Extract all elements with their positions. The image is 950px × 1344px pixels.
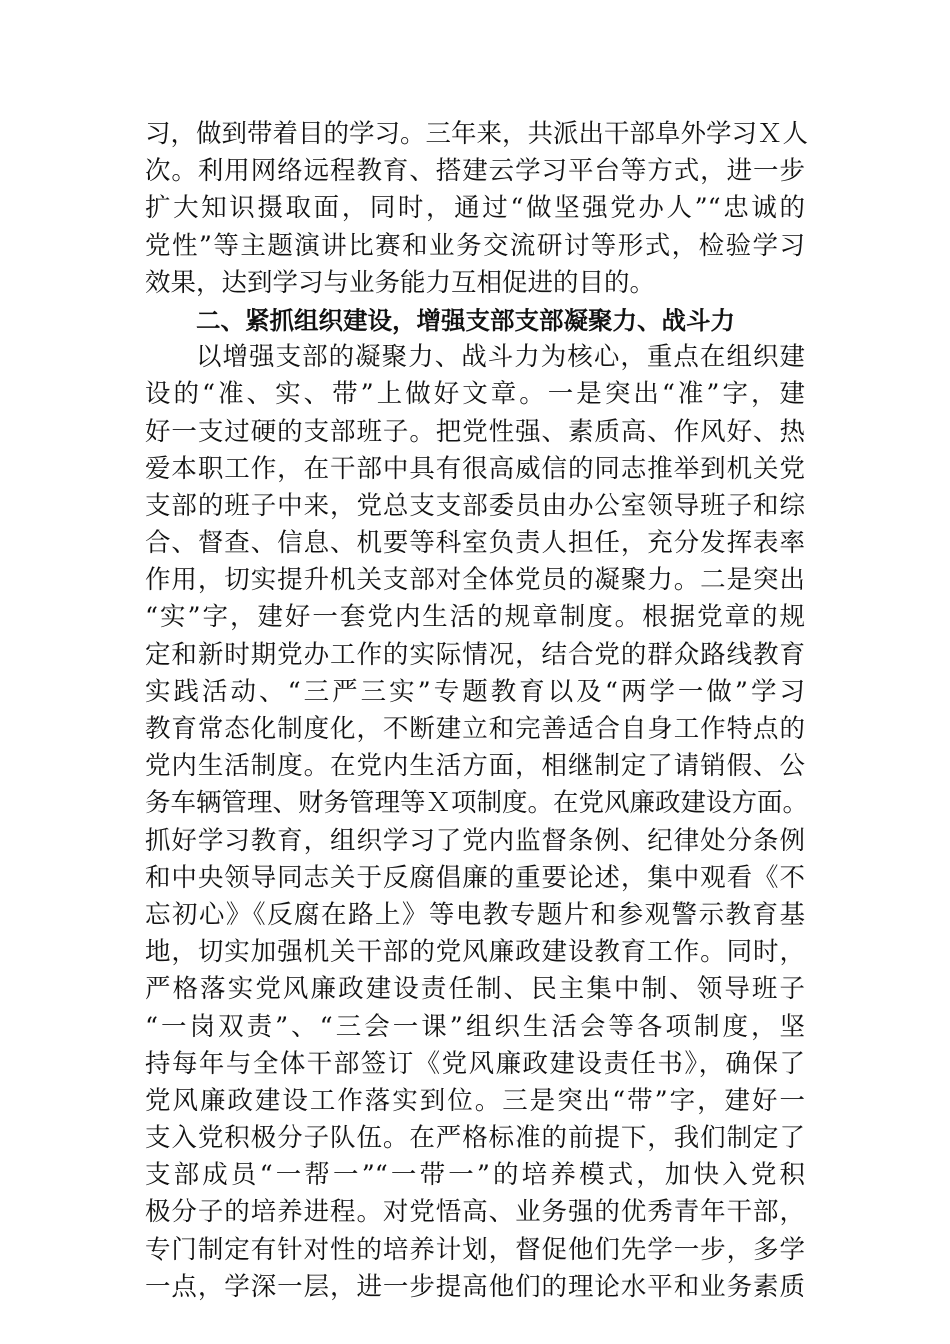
paragraph-study-summary [145, 116, 809, 302]
text-line: “一岗双责”、“三会一课”组织生活会等各项制度，坚 [145, 1011, 805, 1042]
text-line: 党性”等主题演讲比赛和业务交流研讨等形式，检验学习 [145, 230, 805, 261]
text-line: 支部成员“一帮一”“一带一”的培养模式，加快入党积 [145, 1160, 805, 1191]
text-line: 支部的班子中来，党总支支部委员由办公室领导班子和综 [145, 490, 805, 521]
text-line: 效果，达到学习与业务能力互相促进的目的。 [145, 267, 656, 298]
text-line: 抓好学习教育，组织学习了党内监督条例、纪律处分条例 [145, 825, 805, 856]
text-line: 好一支过硬的支部班子。把党性强、素质高、作风好、热 [145, 416, 805, 447]
text-line: 习，做到带着目的学习。三年来，共派出干部阜外学习Ｘ人 [145, 119, 809, 149]
text-line: 忘初心》《反腐在路上》等电教专题片和参观警示教育基 [145, 899, 805, 930]
text-line: 扩大知识摄取面，同时，通过“做坚强党办人”“忠诚的 [145, 193, 805, 224]
text-line: 务车辆管理、财务管理等Ｘ项制度。在党风廉政建设方面。 [145, 788, 809, 819]
text-line: 一点，学深一层，进一步提高他们的理论水平和业务素质 [145, 1271, 805, 1302]
text-line: 地，切实加强机关干部的党风廉政建设教育工作。同时， [145, 937, 805, 968]
text-line: 以增强支部的凝聚力、战斗力为核心，重点在组织建 [196, 342, 805, 373]
section-heading: 二、紧抓组织建设，增强支部支部凝聚力、战斗力 [196, 305, 735, 335]
text-line: 作用，切实提升机关支部对全体党员的凝聚力。二是突出 [145, 565, 805, 596]
text-line: 定和新时期党办工作的实际情况，结合党的群众路线教育 [145, 639, 805, 670]
text-line: 党内生活制度。在党内生活方面，相继制定了请销假、公 [145, 751, 805, 782]
text-line: 极分子的培养进程。对党悟高、业务强的优秀青年干部， [145, 1197, 805, 1228]
text-line: 支入党积极分子队伍。在严格标准的前提下，我们制定了 [145, 1123, 805, 1154]
text-line: 爱本职工作，在干部中具有很高威信的同志推举到机关党 [145, 453, 805, 484]
text-line: “实”字，建好一套党内生活的规章制度。根据党章的规 [145, 602, 805, 633]
text-line: 实践活动、“三严三实”专题教育以及“两学一做”学习 [145, 676, 805, 707]
text-line: 设的“准、实、带”上做好文章。一是突出“准”字，建 [145, 379, 805, 410]
paragraph-organization-building [145, 339, 809, 1306]
text-line: 专门制定有针对性的培养计划，督促他们先学一步，多学 [145, 1234, 805, 1265]
text-line: 次。利用网络远程教育、搭建云学习平台等方式，进一步 [145, 156, 805, 187]
text-line: 和中央领导同志关于反腐倡廉的重要论述，集中观看《不 [145, 862, 805, 893]
text-line: 教育常态化制度化，不断建立和完善适合自身工作特点的 [145, 714, 805, 744]
text-line: 持每年与全体干部签订《党风廉政建设责任书》，确保了 [145, 1048, 805, 1079]
text-line: 党风廉政建设工作落实到位。三是突出“带”字，建好一 [145, 1085, 805, 1116]
text-line: 严格落实党风廉政建设责任制、民主集中制、领导班子 [145, 974, 805, 1005]
document-body [145, 116, 809, 1306]
text-line: 合、督查、信息、机要等科室负责人担任，充分发挥表率 [145, 528, 805, 559]
